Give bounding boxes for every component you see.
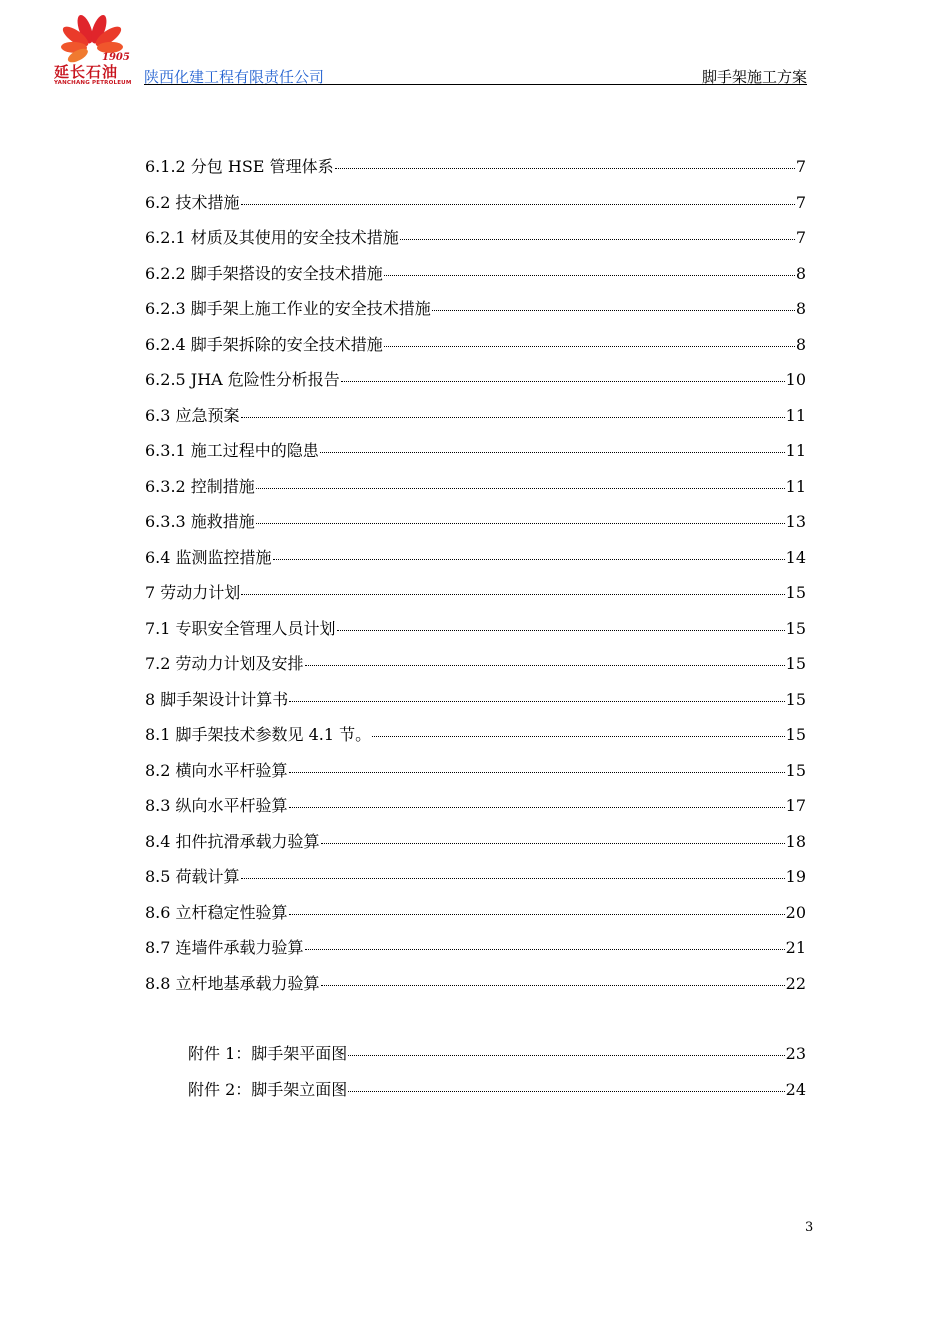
toc-entry[interactable] <box>145 185 806 221</box>
toc-entry-label: 6.3.3 施救措施 <box>145 512 255 531</box>
toc-entry-label: 8.5 荷载计算 <box>145 867 240 886</box>
toc-entry-label: 6.2 技术措施 <box>145 192 240 212</box>
dot-leader <box>241 417 785 418</box>
dot-leader <box>256 488 785 489</box>
toc-entry-label: 6.3.2 控制措施 <box>145 476 255 496</box>
toc-entry-page: 8 <box>795 263 806 283</box>
page-header <box>52 12 807 88</box>
toc-entry-page: 19 <box>785 867 806 886</box>
toc-entry[interactable] <box>145 256 806 292</box>
toc-entry-page: 11 <box>785 405 806 425</box>
dot-leader <box>241 878 785 879</box>
toc-entry[interactable] <box>145 966 806 1002</box>
toc-entry-label: 8.3 纵向水平杆验算 <box>145 796 288 815</box>
dot-leader <box>321 843 785 844</box>
toc-entry[interactable] <box>145 930 806 966</box>
toc-entry-label: 6.1.2 分包 HSE 管理体系 <box>145 157 334 176</box>
toc-entry[interactable] <box>145 859 806 895</box>
toc-entry[interactable] <box>145 717 806 753</box>
page-number: 3 <box>805 1220 814 1235</box>
toc-entry-page: 18 <box>785 831 806 851</box>
toc-entry[interactable] <box>145 398 806 434</box>
toc-entry-page: 15 <box>785 725 806 744</box>
toc-entry-label: 8.1 脚手架技术参数见 4.1 节。 <box>145 725 372 744</box>
company-name: 陕西化建工程有限责任公司 <box>144 68 325 86</box>
toc-entry-label: 6.2.1 材质及其使用的安全技术措施 <box>145 228 399 247</box>
dot-leader <box>384 275 795 276</box>
toc-entry-label: 8.4 扣件抗滑承载力验算 <box>145 831 320 851</box>
toc-entry-page: 10 <box>785 370 806 389</box>
toc-entry-page: 8 <box>795 334 806 354</box>
toc-entry[interactable] <box>145 895 806 931</box>
dot-leader <box>341 381 785 382</box>
toc-entry-label: 附件 2：脚手架立面图 <box>188 1079 348 1099</box>
toc-entry-page: 21 <box>785 938 806 957</box>
dot-leader <box>305 949 785 950</box>
toc-entry[interactable] <box>145 753 806 789</box>
toc-entry-label: 8 脚手架设计计算书 <box>145 689 289 709</box>
toc-entry-page: 22 <box>785 973 806 993</box>
toc-entry-page: 11 <box>785 441 806 460</box>
toc-entry-page: 15 <box>785 689 806 709</box>
dot-leader <box>335 168 795 169</box>
toc-entry-page: 11 <box>785 476 806 496</box>
toc-entry-page: 14 <box>785 547 806 567</box>
dot-leader <box>384 346 795 347</box>
toc-entry[interactable] <box>145 788 806 824</box>
toc-entry[interactable] <box>145 504 806 540</box>
toc-entry-page: 7 <box>795 192 806 212</box>
dot-leader <box>305 665 785 666</box>
toc-entry-page: 15 <box>785 618 806 638</box>
toc-entry-page: 15 <box>785 760 806 780</box>
dot-leader <box>320 452 785 453</box>
toc-entry-page: 23 <box>785 1044 806 1063</box>
toc-entry[interactable] <box>145 575 806 611</box>
toc-entry-page: 7 <box>795 228 806 247</box>
table-of-contents <box>145 149 806 1001</box>
header-divider <box>144 84 807 85</box>
dot-leader <box>256 523 785 524</box>
toc-entry-label: 附件 1：脚手架平面图 <box>188 1044 348 1063</box>
toc-entry[interactable] <box>145 362 806 398</box>
logo-subtitle: YANCHANG PETROLEUM <box>54 80 132 86</box>
toc-entry-label: 7 劳动力计划 <box>145 583 241 602</box>
toc-entry-label: 8.2 横向水平杆验算 <box>145 760 288 780</box>
logo-name: 延长石油 <box>54 63 119 81</box>
toc-entry[interactable] <box>188 1036 806 1072</box>
dot-leader <box>337 630 785 631</box>
toc-entry-label: 6.3.1 施工过程中的隐患 <box>145 441 319 460</box>
logo-year: 1905 <box>102 52 130 63</box>
dot-leader <box>432 310 795 311</box>
toc-entry[interactable] <box>145 433 806 469</box>
toc-entry[interactable] <box>145 327 806 363</box>
toc-entry-label: 6.4 监测监控措施 <box>145 547 272 567</box>
toc-entry[interactable] <box>188 1072 806 1108</box>
appendix-list <box>188 1036 806 1107</box>
dot-leader <box>289 807 785 808</box>
document-title: 脚手架施工方案 <box>701 68 807 86</box>
toc-entry-page: 13 <box>785 512 806 531</box>
toc-entry-page: 20 <box>785 902 806 922</box>
dot-leader <box>289 772 785 773</box>
toc-entry[interactable] <box>145 611 806 647</box>
toc-entry-page: 8 <box>795 299 806 318</box>
dot-leader <box>400 239 795 240</box>
dot-leader <box>273 559 785 560</box>
toc-entry[interactable] <box>145 540 806 576</box>
toc-entry-label: 6.3 应急预案 <box>145 405 240 425</box>
toc-entry-label: 6.2.2 脚手架搭设的安全技术措施 <box>145 263 383 283</box>
toc-entry-page: 24 <box>785 1079 806 1099</box>
dot-leader <box>321 985 785 986</box>
dot-leader <box>348 1055 784 1056</box>
toc-entry[interactable] <box>145 149 806 185</box>
toc-entry[interactable] <box>145 682 806 718</box>
toc-entry-page: 15 <box>785 583 806 602</box>
toc-entry-label: 6.2.5 JHA 危险性分析报告 <box>145 370 340 389</box>
toc-entry[interactable] <box>145 824 806 860</box>
toc-entry-label: 7.2 劳动力计划及安排 <box>145 654 304 673</box>
toc-entry[interactable] <box>145 469 806 505</box>
dot-leader <box>241 594 784 595</box>
toc-entry[interactable] <box>145 220 806 256</box>
toc-entry[interactable] <box>145 646 806 682</box>
dot-leader <box>348 1091 784 1092</box>
dot-leader <box>241 204 795 205</box>
toc-entry-page: 15 <box>785 654 806 673</box>
toc-entry-label: 8.6 立杆稳定性验算 <box>145 902 288 922</box>
toc-entry-label: 6.2.3 脚手架上施工作业的安全技术措施 <box>145 299 431 318</box>
toc-entry-page: 7 <box>795 157 806 176</box>
toc-entry-label: 8.7 连墙件承载力验算 <box>145 938 304 957</box>
dot-leader <box>289 914 785 915</box>
toc-entry-label: 7.1 专职安全管理人员计划 <box>145 618 336 638</box>
toc-entry-label: 8.8 立杆地基承载力验算 <box>145 973 320 993</box>
toc-entry-label: 6.2.4 脚手架拆除的安全技术措施 <box>145 334 383 354</box>
dot-leader <box>372 736 784 737</box>
toc-entry[interactable] <box>145 291 806 327</box>
yanchang-logo <box>52 12 134 88</box>
dot-leader <box>289 701 784 702</box>
toc-entry-page: 17 <box>785 796 806 815</box>
